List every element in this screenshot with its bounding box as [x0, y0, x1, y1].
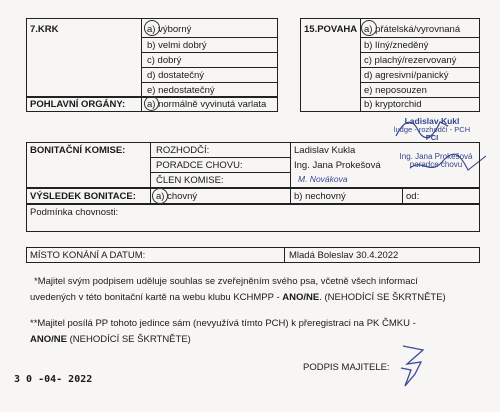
vysledek-od: od: — [406, 191, 420, 202]
povaha-label: 15.POVAHA — [304, 24, 358, 35]
vysledek-option-a[interactable]: a) chovný — [156, 191, 198, 202]
povaha-selected-circle — [361, 20, 377, 36]
stamp-name: Ladislav Kukl — [404, 116, 460, 126]
povaha-option-a[interactable]: a) přátelská/vyrovnaná — [364, 24, 461, 35]
organy-option-b[interactable]: b) kryptorchid — [364, 99, 422, 110]
krk-option-d[interactable]: d) dostatečný — [147, 70, 205, 81]
stamp-role: ludge - rozhodčí - PCH — [393, 124, 471, 134]
organy-option-a[interactable]: a) normálně vyvinutá varlata — [147, 99, 267, 110]
owner-signature-label: PODPIS MAJITELE: — [303, 362, 390, 373]
krk-selected-circle — [144, 20, 160, 36]
povaha-option-b[interactable]: b) líný/zneděný — [364, 40, 429, 51]
komise-role-clen: ČLEN KOMISE: — [156, 175, 224, 186]
consent-note-line2: uvedených v této bonitační kartě na webu klubu KCHMPP - ANO/NE. (NEHODÍCÍ SE ŠKRTNĚTE) — [30, 292, 446, 303]
povaha-option-c[interactable]: c) plachý/rezervovaný — [364, 55, 457, 66]
komise-name-poradce[interactable]: Ing. Jana Prokešová — [294, 160, 381, 171]
vysledek-option-b[interactable]: b) nechovný — [294, 191, 346, 202]
komise-role-poradce: PORADCE CHOVU: — [156, 160, 243, 171]
krk-label: 7.KRK — [30, 24, 59, 35]
krk-option-c[interactable]: c) dobrý — [147, 55, 182, 66]
advisor-role: poradce chovu — [409, 160, 463, 170]
povaha-option-d[interactable]: d) agresivní/panický — [364, 70, 449, 81]
vysledek-selected-circle — [152, 188, 168, 204]
povaha-option-e[interactable]: e) neposouzen — [364, 85, 427, 96]
judge-signature — [392, 114, 452, 144]
organy-selected-circle — [144, 96, 159, 111]
advisor-name: Ing. Jana Prokešová — [399, 152, 473, 161]
registration-ano-ne[interactable]: ANO/NE — [30, 334, 67, 345]
consent-note — [30, 274, 480, 306]
podminka-label[interactable]: Podmínka chovnosti: — [30, 207, 119, 218]
consent-note-line1: *Majitel svým podpisem uděluje souhlas se zveřejněním svého psa, včetně všech informací — [34, 276, 418, 287]
misto-value[interactable]: Mladá Boleslav 30.4.2022 — [289, 250, 399, 261]
registration-note-line2: ANO/NE (NEHODÍCÍ SE ŠKRTNĚTE) — [30, 334, 191, 345]
komise-label: BONITAČNÍ KOMISE: — [30, 145, 126, 156]
krk-option-b[interactable]: b) velmi dobrý — [147, 40, 207, 51]
komise-name-rozhodci[interactable]: Ladislav Kukla — [294, 145, 356, 156]
owner-signature[interactable] — [393, 340, 433, 392]
organy-label: POHLAVNÍ ORGÁNY: — [30, 99, 126, 110]
krk-option-e[interactable]: e) nedostatečný — [147, 85, 215, 96]
komise-name-clen[interactable]: M. Novákova — [298, 174, 348, 184]
registration-note-line1: **Majitel posílá PP tohoto jedince sám (nevyužívá tímto PCH) k přeregistraci na PK ČMKU - — [30, 318, 416, 329]
komise-role-rozhodci: ROZHODČÍ: — [156, 145, 210, 156]
date-stamp: 3 0 -04- 2022 — [14, 374, 93, 385]
misto-label: MÍSTO KONÁNÍ A DATUM: — [30, 250, 146, 261]
consent-ano-ne[interactable]: ANO/NE — [282, 292, 320, 303]
vysledek-label: VÝSLEDEK BONITACE: — [30, 191, 136, 202]
krk-option-a[interactable]: a) výborný — [147, 24, 192, 35]
stamp-org: PCI — [425, 132, 439, 142]
